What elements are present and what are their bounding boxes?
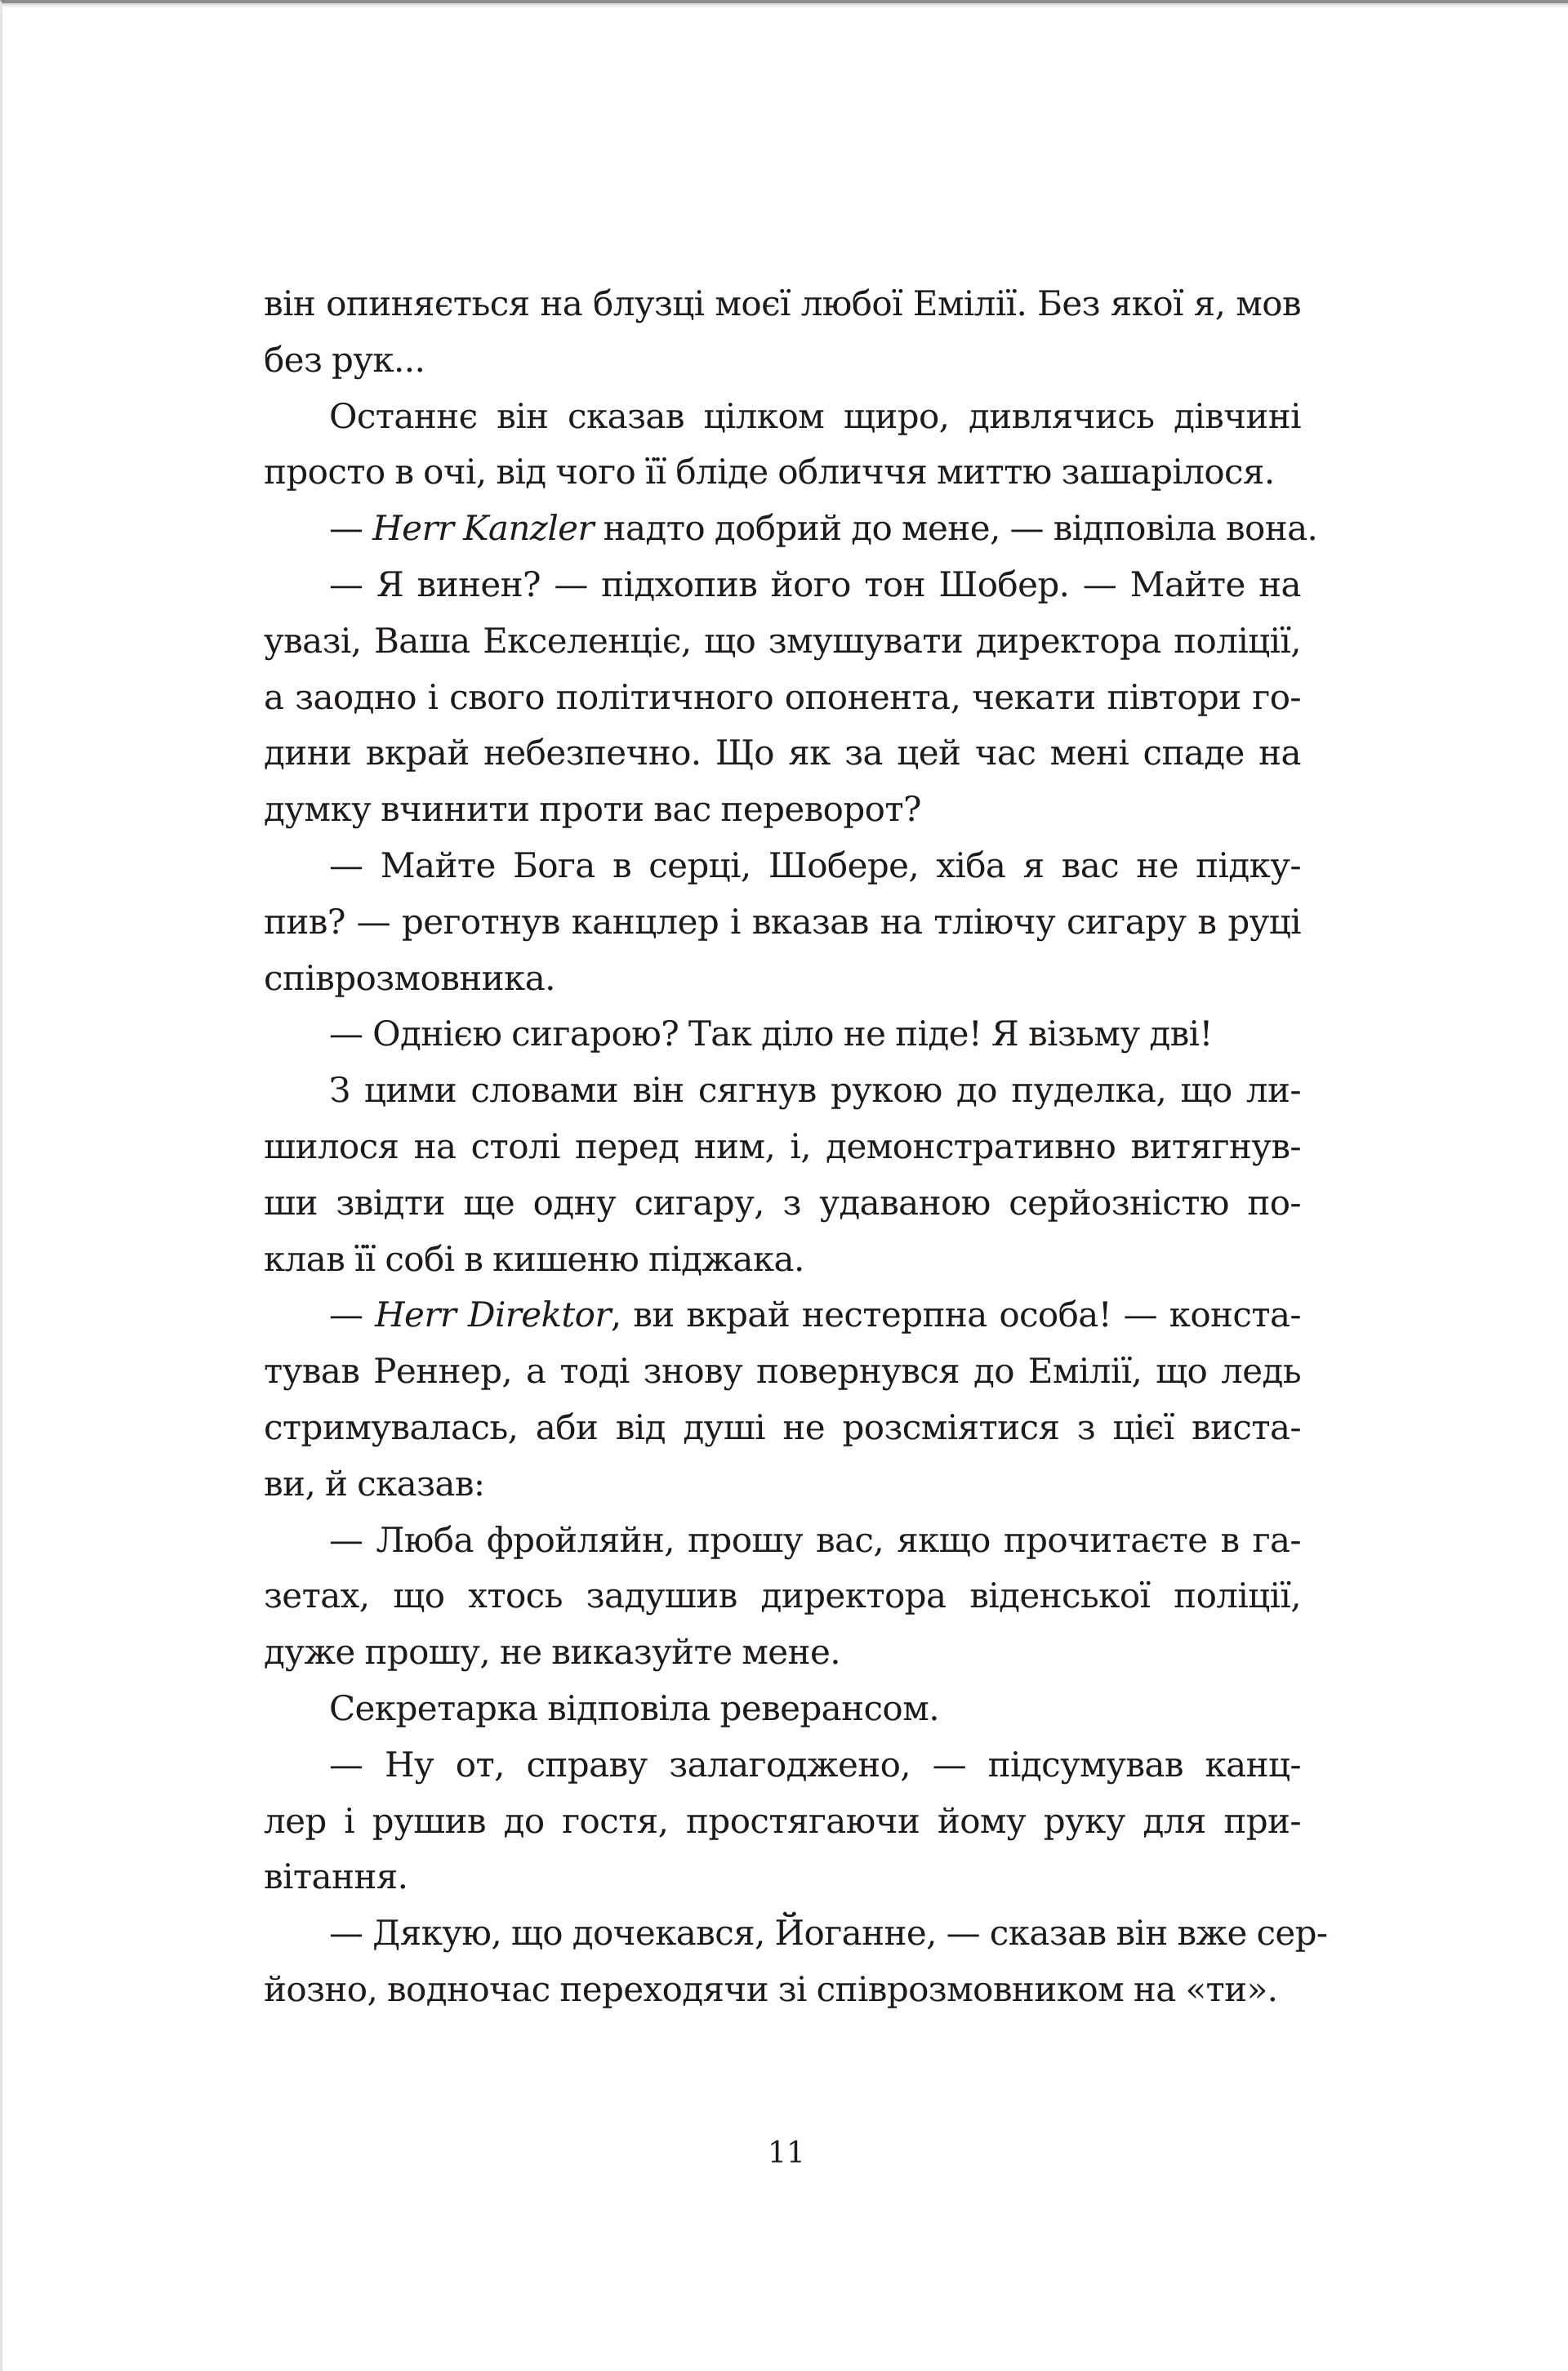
line-text: надто добрий до мене, — відповіла вона. [593, 508, 1318, 549]
line-text: шилося на столі перед ним, і, демонстративно витягнув- [264, 1125, 1301, 1166]
line-text: Секретарка відповіла реверансом. [329, 1687, 939, 1728]
top-border [2, 3, 1568, 8]
line-text: З цими словами він сягнув рукою до пуделка, що ли- [329, 1070, 1301, 1111]
text-line [264, 501, 1318, 557]
line-text: ши звідти ще одну сигару, з удаваною серйозністю по- [264, 1182, 1301, 1223]
line-text: вітання. [264, 1856, 408, 1897]
line-text: стримувалась, аби від душі не розсміятися з цієї виста- [264, 1406, 1301, 1447]
text-line [264, 1119, 1301, 1175]
text-line [264, 1849, 1301, 1905]
text-line [264, 389, 1301, 445]
text-line [264, 332, 1301, 389]
page-number: 11 [768, 2137, 805, 2170]
line-text: думку вчинити проти вас переворот? [264, 789, 921, 830]
text-line [264, 613, 1301, 670]
text-line [264, 1456, 1301, 1513]
line-text: клав її собі в кишеню піджака. [264, 1238, 804, 1279]
text-line [264, 894, 1301, 951]
text-line [264, 1737, 1301, 1794]
text-line [264, 1905, 1328, 1962]
italic-phrase: Herr Kanzler [372, 508, 594, 549]
line-text: ви, й сказав: [264, 1463, 485, 1504]
line-text: співрозмовника. [264, 957, 555, 998]
line-text: увазі, Ваша Екселенціє, що змушувати директора поліції, [264, 620, 1301, 661]
text-line [264, 557, 1301, 613]
line-text: пив? — реготнув канцлер і вказав на тліючу сигару в руці [264, 901, 1301, 942]
dialogue-dash: — [329, 1295, 376, 1335]
line-text: — Ну от, справу залагоджено, — підсумував канц- [329, 1744, 1301, 1785]
italic-phrase: Herr Direktor [375, 1295, 611, 1335]
body-text [264, 276, 1328, 2018]
text-line [264, 1006, 1301, 1063]
text-line [264, 276, 1301, 332]
text-line [264, 951, 1301, 1007]
text-line [264, 1287, 1301, 1344]
text-line [264, 725, 1301, 782]
line-text: зетах, що хтось задушив директора віденської поліції, [264, 1575, 1301, 1616]
text-line [264, 444, 1301, 501]
text-line [264, 1063, 1301, 1119]
line-text: йозно, водночас переходячи зі співрозмовником на «ти». [264, 1968, 1278, 2009]
text-line [264, 1400, 1301, 1456]
line-text: без рук... [264, 339, 425, 380]
line-text: — Я винен? — підхопив його тон Шобер. — Майте на [329, 564, 1301, 604]
line-text: — Люба фройляйн, прошу вас, якщо прочитаєте в га- [329, 1519, 1301, 1560]
line-text: він опиняється на блузці моєї любої Емілії. Без якої я, мов [264, 283, 1301, 323]
text-line [264, 1344, 1301, 1400]
line-text: а заодно і свого політичного опонента, чекати півтори го- [264, 676, 1301, 717]
text-line [264, 1794, 1301, 1850]
line-text: тував Реннер, а тоді знову повернувся до Емілії, що ледь [264, 1351, 1301, 1392]
dialogue-dash: — [329, 508, 373, 549]
text-line [264, 1624, 1301, 1681]
text-line [264, 1232, 1301, 1288]
line-text: Останнє він сказав цілком щиро, дивлячись дівчині [329, 395, 1301, 436]
text-line [264, 1175, 1301, 1232]
text-line [264, 1568, 1301, 1624]
line-text: — Дякую, що дочекався, Йоганне, — сказав він вже сер- [329, 1913, 1328, 1954]
line-text: дини вкрай небезпечно. Що як за цей час мені спаде на [264, 733, 1301, 773]
line-text: — Майте Бога в серці, Шобере, хіба я вас не підку- [329, 845, 1301, 885]
line-text: дуже прошу, не виказуйте мене. [264, 1632, 840, 1673]
text-line [264, 670, 1301, 726]
text-line [264, 782, 1301, 838]
text-line [264, 838, 1301, 894]
line-text: лер і рушив до гостя, простягаючи йому руку для при- [264, 1800, 1301, 1841]
text-line [264, 1681, 1301, 1737]
line-text: , ви вкрай нестерпна особа! — конста- [610, 1295, 1301, 1335]
line-text: — Однією сигарою? Так діло не піде! Я візьму дві! [329, 1014, 1213, 1054]
text-line [264, 1962, 1301, 2018]
line-text: просто в очі, від чого її бліде обличчя миттю зашарілося. [264, 452, 1275, 492]
text-line [264, 1513, 1301, 1569]
